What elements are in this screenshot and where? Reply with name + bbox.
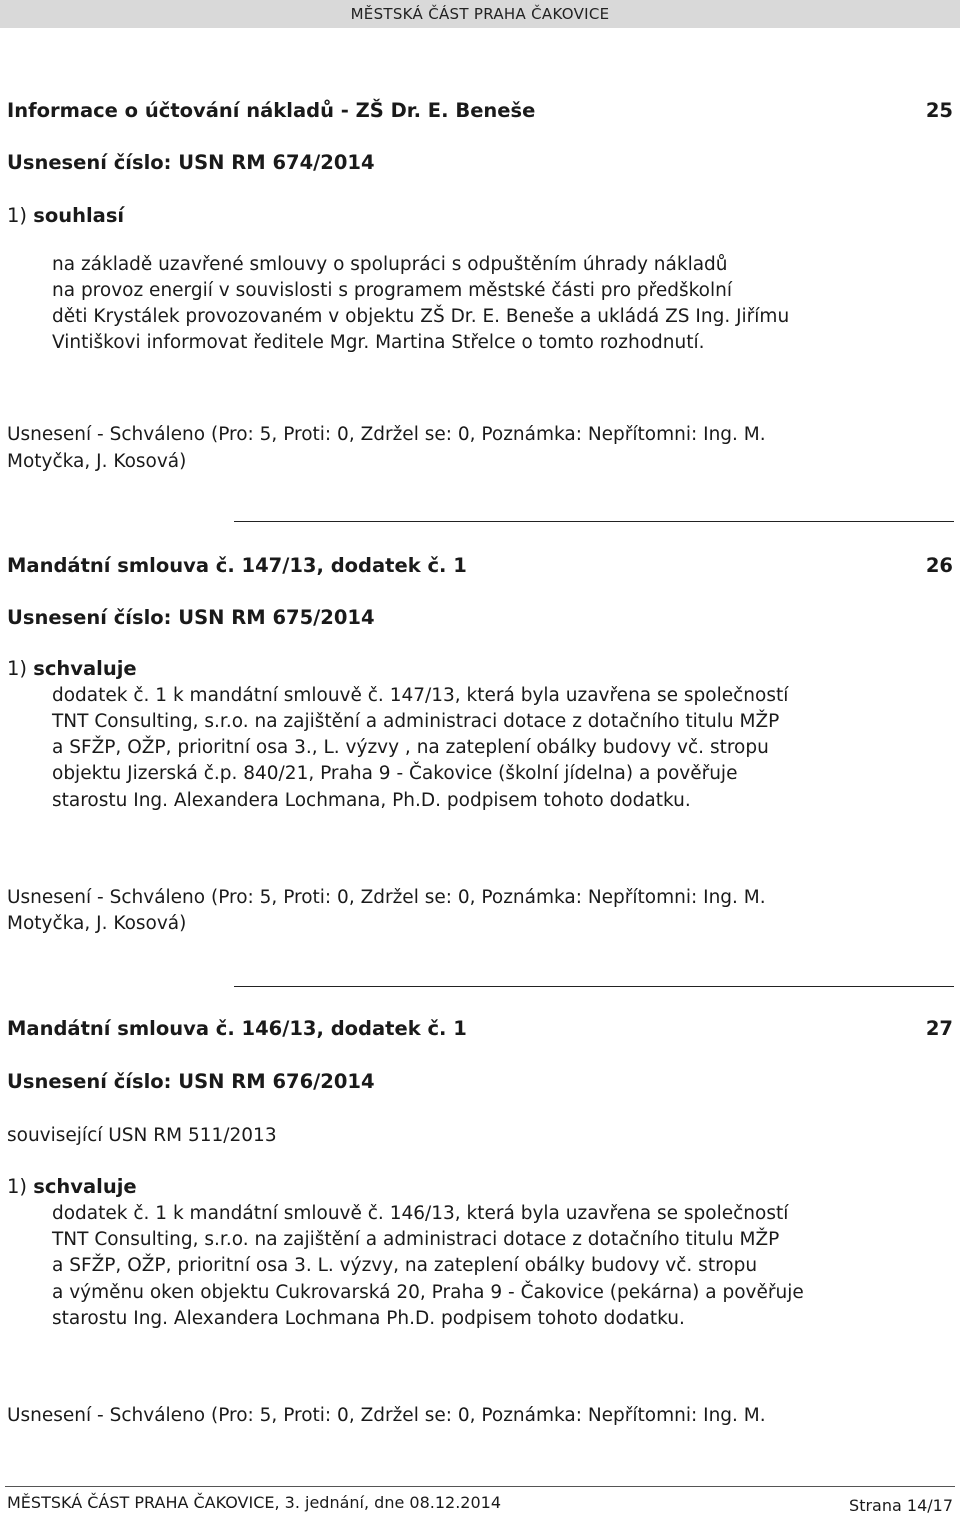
- resolution-number: Usnesení číslo: USN RM 676/2014: [7, 1070, 375, 1093]
- resolution-text-line: TNT Consulting, s.r.o. na zajištění a administraci dotace z dotačního titulu MŽP: [52, 1229, 780, 1250]
- resolution-text-line: a SFŽP, OŽP, prioritní osa 3. L. výzvy, na zateplení obálky budovy vč. stropu: [52, 1255, 758, 1276]
- section-number: 25: [925, 99, 953, 122]
- resolution-text-line: na provoz energií v souvislosti s programem městské části pro předškolní: [52, 280, 733, 301]
- footer-meeting-info: MĚSTSKÁ ČÁST PRAHA ČAKOVICE, 3. jednání, dne 08.12.2014: [7, 1493, 501, 1512]
- action-verb: schvaluje: [33, 1175, 137, 1198]
- resolution-action: [7, 657, 137, 680]
- resolution-number: Usnesení číslo: USN RM 675/2014: [7, 606, 375, 629]
- action-number: 1): [7, 657, 28, 680]
- resolution-text-line: děti Krystálek provozovaném v objektu ZŠ Dr. E. Beneše a ukládá ZS Ing. Jiřímu: [52, 306, 790, 327]
- resolution-text-line: starostu Ing. Alexandera Lochmana Ph.D. podpisem tohoto dodatku.: [52, 1308, 685, 1329]
- section-title: Informace o účtování nákladů - ZŠ Dr. E. Beneše: [7, 99, 536, 122]
- resolution-text-line: a SFŽP, OŽP, prioritní osa 3., L. výzvy , na zateplení obálky budovy vč. stropu: [52, 737, 769, 758]
- page-number: Strana 14/17: [849, 1496, 953, 1515]
- resolution-action: [7, 204, 124, 227]
- related-resolution: související USN RM 511/2013: [7, 1125, 277, 1146]
- action-number: 1): [7, 1175, 28, 1198]
- resolution-text-line: na základě uzavřené smlouvy o spolupráci s odpuštěním úhrady nákladů: [52, 254, 728, 275]
- section-divider: [234, 521, 954, 522]
- section-divider: [234, 986, 954, 987]
- resolution-text-line: dodatek č. 1 k mandátní smlouvě č. 147/13, která byla uzavřena se společností: [52, 685, 789, 706]
- vote-result: Usnesení - Schváleno (Pro: 5, Proti: 0, Zdržel se: 0, Poznámka: Nepřítomni: Ing. M.: [7, 1405, 766, 1426]
- footer-divider: [5, 1486, 955, 1487]
- action-verb: schvaluje: [33, 657, 137, 680]
- resolution-number: Usnesení číslo: USN RM 674/2014: [7, 151, 375, 174]
- page-header: MĚSTSKÁ ČÁST PRAHA ČAKOVICE: [0, 0, 960, 28]
- resolution-action: [7, 1175, 137, 1198]
- action-number: 1): [7, 204, 28, 227]
- resolution-text-line: a výměnu oken objektu Cukrovarská 20, Praha 9 - Čakovice (pekárna) a pověřuje: [52, 1282, 804, 1303]
- resolution-text-line: Vintiškovi informovat ředitele Mgr. Martina Střelce o tomto rozhodnutí.: [52, 332, 705, 353]
- resolution-text-line: objektu Jizerská č.p. 840/21, Praha 9 - Čakovice (školní jídelna) a pověřuje: [52, 763, 738, 784]
- section-number: 26: [925, 554, 953, 577]
- resolution-text-line: TNT Consulting, s.r.o. na zajištění a administraci dotace z dotačního titulu MŽP: [52, 711, 780, 732]
- action-verb: souhlasí: [33, 204, 125, 227]
- resolution-text-line: dodatek č. 1 k mandátní smlouvě č. 146/13, která byla uzavřena se společností: [52, 1203, 789, 1224]
- vote-result: Usnesení - Schváleno (Pro: 5, Proti: 0, Zdržel se: 0, Poznámka: Nepřítomni: Ing. M.: [7, 887, 766, 908]
- vote-result: Usnesení - Schváleno (Pro: 5, Proti: 0, Zdržel se: 0, Poznámka: Nepřítomni: Ing. M.: [7, 424, 766, 445]
- vote-result: Motyčka, J. Kosová): [7, 451, 187, 472]
- section-title: Mandátní smlouva č. 146/13, dodatek č. 1: [7, 1017, 467, 1040]
- resolution-text-line: starostu Ing. Alexandera Lochmana, Ph.D. podpisem tohoto dodatku.: [52, 790, 691, 811]
- vote-result: Motyčka, J. Kosová): [7, 913, 187, 934]
- section-number: 27: [925, 1017, 953, 1040]
- section-title: Mandátní smlouva č. 147/13, dodatek č. 1: [7, 554, 467, 577]
